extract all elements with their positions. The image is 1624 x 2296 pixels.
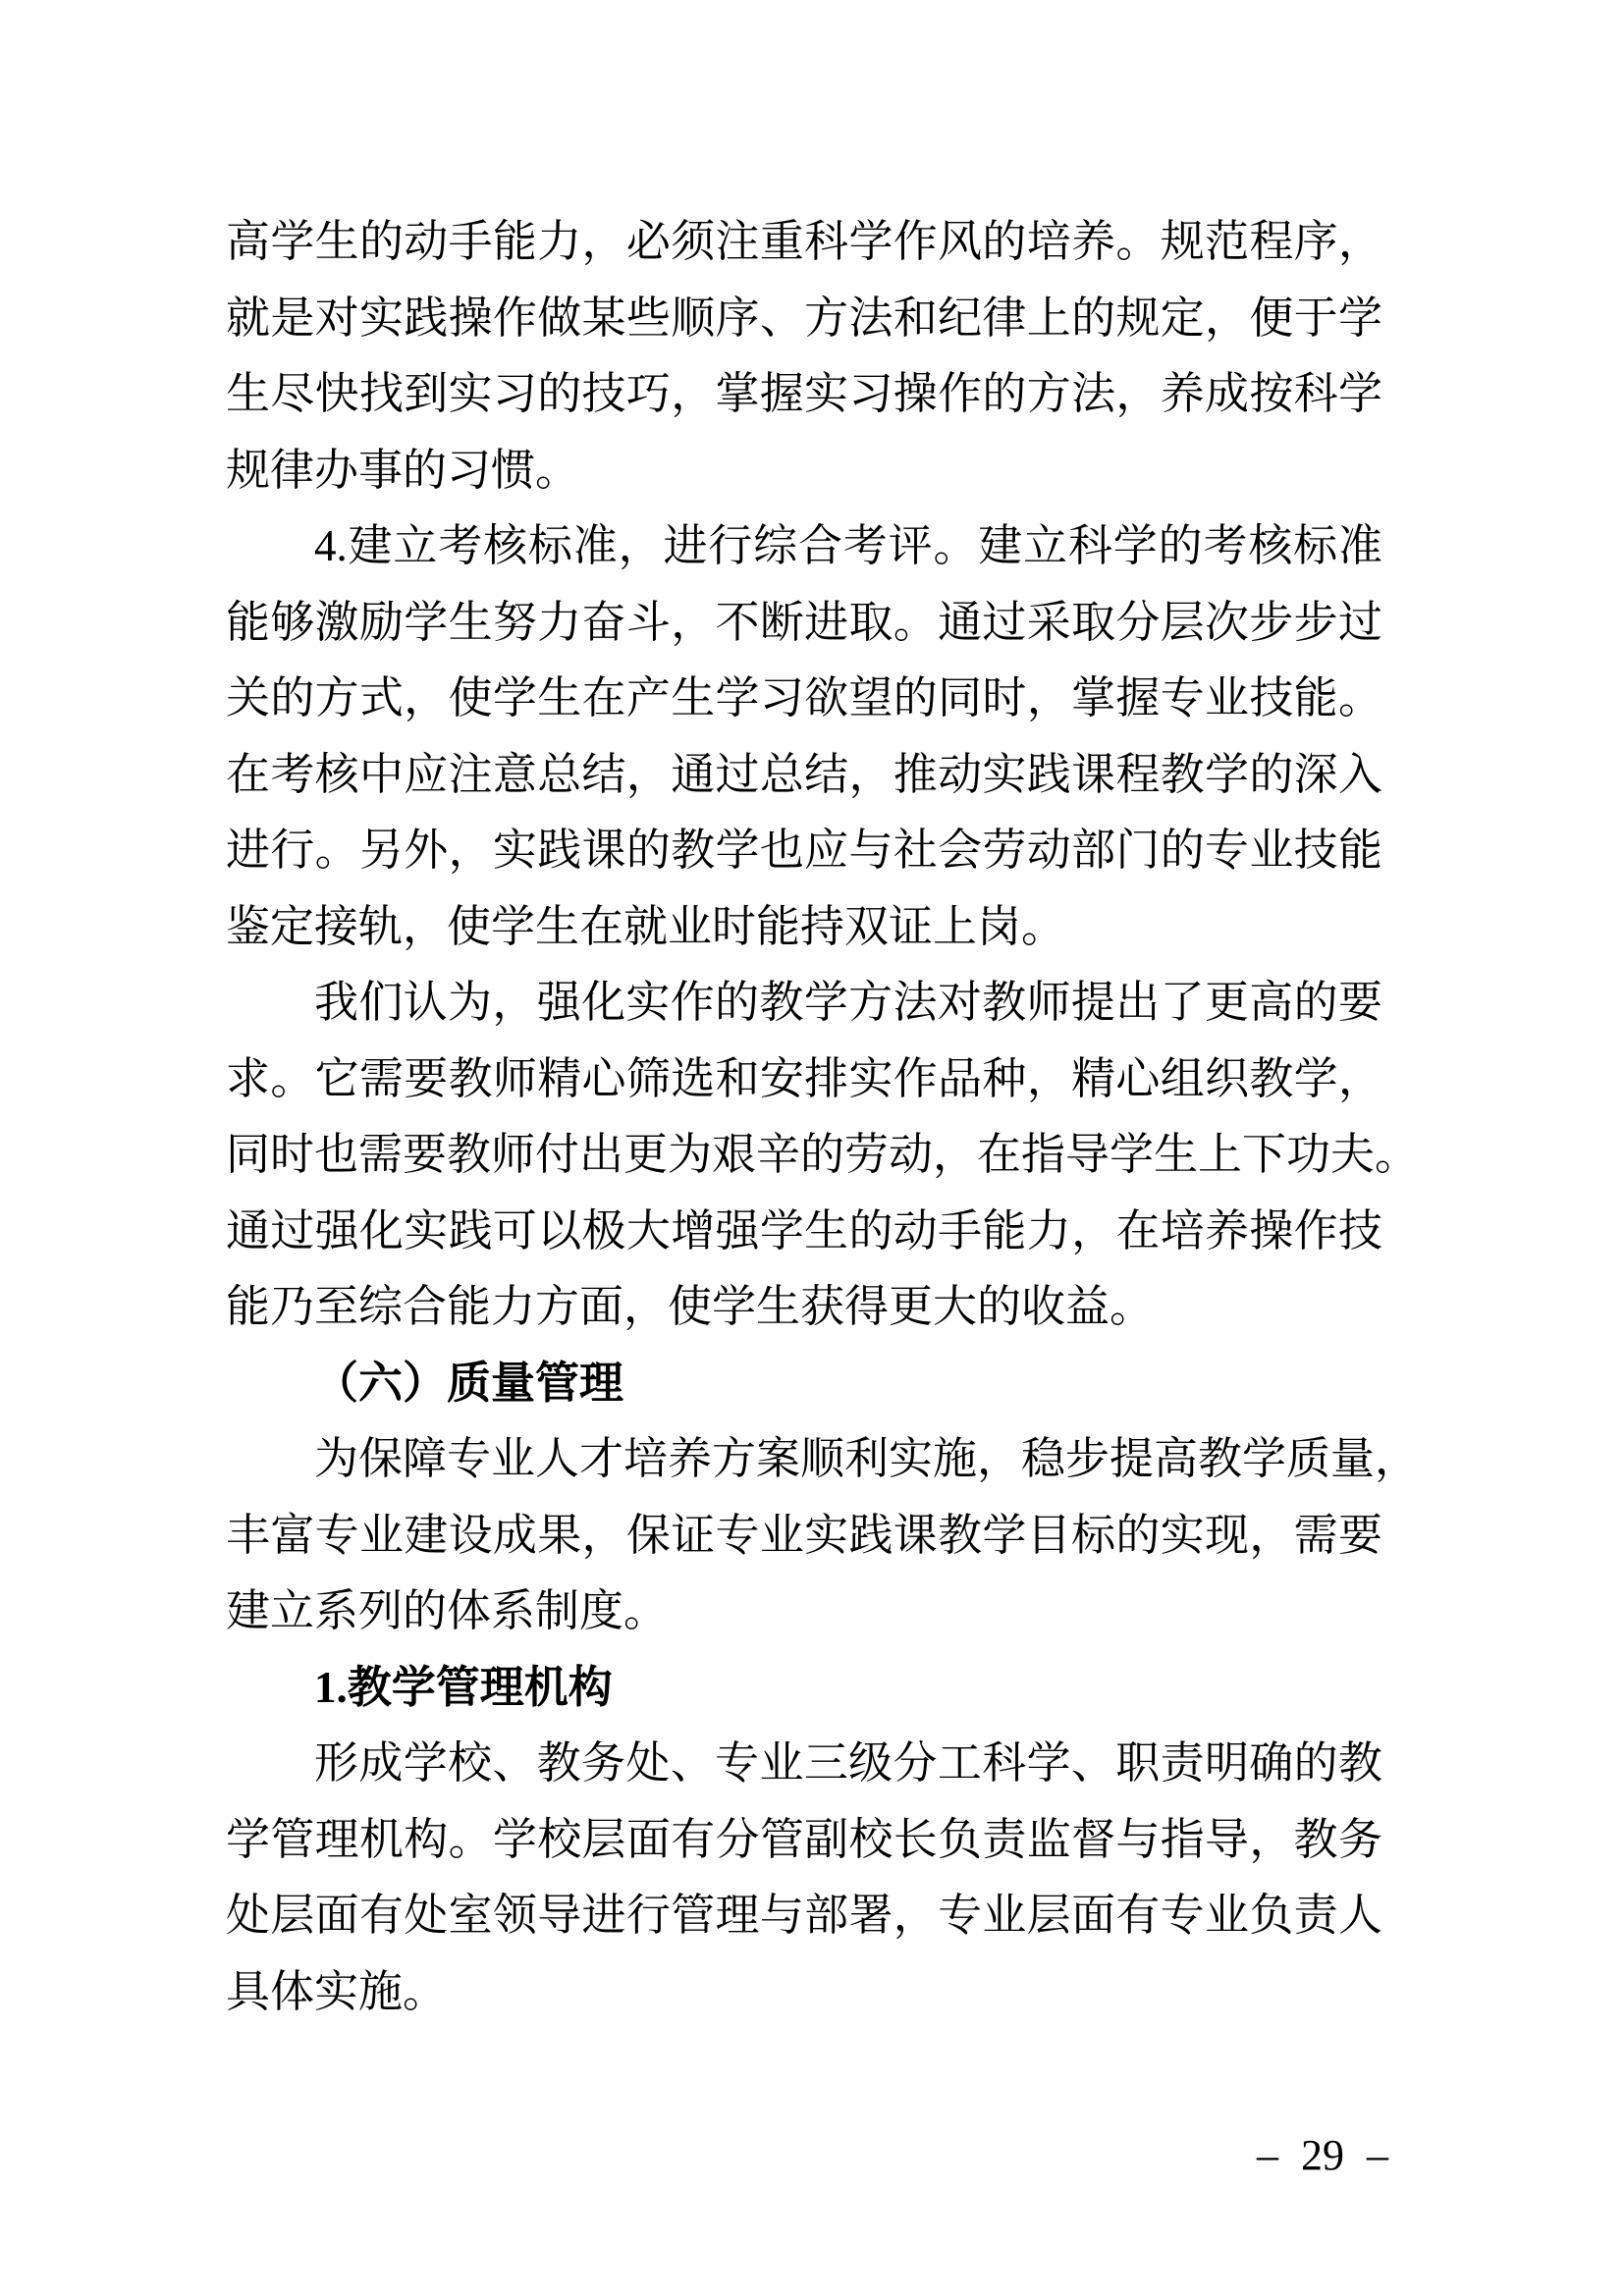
text-line: 生尽快找到实习的技巧，掌握实习操作的方法，养成按科学: [226, 369, 1382, 418]
text-line: 处层面有处室领导进行管理与部署，专业层面有专业负责人: [226, 1891, 1382, 1940]
text-line: 我们认为，强化实作的教学方法对教师提出了更高的要: [314, 978, 1382, 1027]
document-body: [226, 204, 1420, 2030]
paragraph-three-level-management: [226, 1726, 1382, 2030]
subsection-heading-teaching-management-organization: [226, 1650, 1382, 1727]
text-line: 学管理机构。学校层面有分管副校长负责监督与指导，教务: [226, 1814, 1382, 1864]
text-line: 形成学校、教务处、专业三级分工科学、职责明确的教: [314, 1738, 1382, 1788]
text-line: 建立系列的体系制度。: [226, 1586, 669, 1635]
text-line: 高学生的动手能力，必须注重科学作风的培养。规范程序，: [226, 217, 1382, 266]
text-line: 同时也需要教师付出更为艰辛的劳动，在指导学生上下功夫。: [226, 1130, 1420, 1179]
text-line: 在考核中应注意总结，通过总结，推动实践课程教学的深入: [226, 749, 1382, 799]
text-line: （六）质量管理: [314, 1358, 624, 1408]
paragraph-assessment-standards: [226, 508, 1382, 965]
text-line: 就是对实践操作做某些顺序、方法和纪律上的规定，便于学: [226, 293, 1382, 343]
text-line: 丰富专业建设成果，保证专业实践课教学目标的实现，需要: [226, 1510, 1382, 1560]
paragraph-science-work-style: [226, 204, 1382, 508]
text-line: 规律办事的习惯。: [226, 445, 580, 495]
page-footer: [1257, 2132, 1388, 2179]
text-line: 为保障专业人才培养方案顺利实施，稳步提高教学质量，: [314, 1434, 1420, 1483]
text-line: 关的方式，使学生在产生学习欲望的同时，掌握专业技能。: [226, 673, 1382, 722]
text-line: 能够激励学生努力奋斗，不断进取。通过采取分层次步步过: [226, 597, 1382, 647]
text-line: 求。它需要教师精心筛选和安排实作品种，精心组织教学，: [226, 1053, 1382, 1103]
text-line: 进行。另外，实践课的教学也应与社会劳动部门的专业技能: [226, 826, 1382, 875]
text-line: 4.建立考核标准，进行综合考评。建立科学的考核标准: [314, 521, 1382, 570]
text-line: 鉴定接轨，使学生在就业时能持双证上岗。: [226, 901, 1066, 951]
paragraph-quality-guarantee: [226, 1421, 1420, 1650]
section-heading-quality-management: [226, 1346, 1382, 1422]
text-line: 能乃至综合能力方面，使学生获得更大的收益。: [226, 1282, 1155, 1331]
text-line: 通过强化实践可以极大增强学生的动手能力，在培养操作技: [226, 1205, 1382, 1255]
page-number: – 29 –: [1257, 2131, 1388, 2179]
text-line: 具体实施。: [226, 1966, 448, 2016]
text-line: 1.教学管理机构: [314, 1662, 613, 1712]
paragraph-teacher-requirements: [226, 965, 1420, 1346]
